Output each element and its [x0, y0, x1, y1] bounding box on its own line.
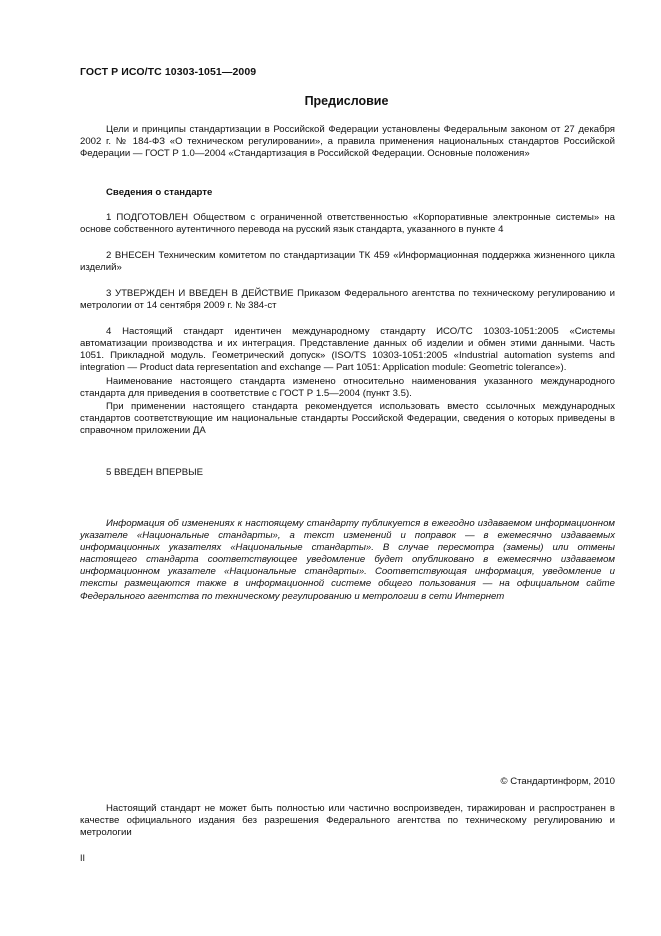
- page-number: II: [80, 853, 86, 863]
- item-4-note-1-text: Наименование настоящего стандарта изменено относительно наименования указанного международного стандарта для приведения в соответствие с ГОСТ Р 1.5—2004 (пункт 3.5).: [80, 376, 615, 400]
- item-5: [80, 467, 615, 479]
- document-code-header: ГОСТ Р ИСО/ТС 10303-1051—2009: [80, 66, 257, 78]
- info-notice-text: Информация об изменениях к настоящему стандарту публикуется в ежегодно издаваемом информационном указателе «Национальные стандарты», а текст изменений и поправок — в ежемесячно издаваемых информационных указателях «Национальные стандарты». В случае пересмотра (замены) или отмены настоящего стандарта соответствующее уведомление будет опубликовано в ежемесячно издаваемом информационном указателе «Национальные стандарты». Соответствующая информация, уведомление и тексты размещаются также в информационной системе общего пользования — на официальном сайте Федерального агентства по техническому регулированию и метрологии в сети Интернет: [80, 518, 615, 602]
- item-5-text: 5 ВВЕДЕН ВПЕРВЫЕ: [106, 467, 204, 478]
- item-2-text: 2 ВНЕСЕН Техническим комитетом по стандартизации ТК 459 «Информационная поддержка жизненного цикла изделий»: [80, 250, 615, 274]
- reproduction-notice-text: Настоящий стандарт не может быть полностью или частично воспроизведен, тиражирован и распространен в качестве официального издания без разрешения Федерального агентства по техническому регулированию и метрологии: [80, 803, 615, 839]
- item-1-text: 1 ПОДГОТОВЛЕН Обществом с ограниченной ответственностью «Корпоративные электронные системы» на основе собственного аутентичного перевода на русский язык стандарта, указанного в пункте 4: [80, 212, 615, 236]
- section-heading: [80, 187, 615, 199]
- item-4-note-1: [80, 376, 615, 400]
- item-4-note-2: [80, 401, 615, 437]
- page-title: Предисловие: [304, 94, 389, 108]
- copyright: © Стандартинформ, 2010: [500, 776, 615, 787]
- info-notice: [80, 518, 615, 603]
- item-4-text: 4 Настоящий стандарт идентичен международному стандарту ИСО/ТС 10303-1051:2005 «Системы автоматизации производства и их интеграция. Представление данных об изделии и обмен этими данными. Часть 1051. Прикладной модуль. Геометрический допуск» (ISO/TS 10303-1051:2005 «Industrial automation systems and integration — Product data representation and exchange — Part 1051: Application module: Geometric tolerance»).: [80, 326, 615, 374]
- item-4-note-2-text: При применении настоящего стандарта рекомендуется использовать вместо ссылочных международных стандартов соответствующие им национальные стандарты Российской Федерации, сведения о которых приведены в справочном приложении ДА: [80, 401, 615, 437]
- item-2: [80, 250, 615, 274]
- item-3-text: 3 УТВЕРЖДЕН И ВВЕДЕН В ДЕЙСТВИЕ Приказом Федерального агентства по техническому регулированию и метрологии от 14 сентября 2009 г. № 384-ст: [80, 288, 615, 312]
- item-4: [80, 326, 615, 374]
- intro-text: Цели и принципы стандартизации в Российской Федерации установлены Федеральным законом от 27 декабря 2002 г. № 184-ФЗ «О техническом регулировании», а правила применения национальных стандартов Российской Федерации — ГОСТ Р 1.0—2004 «Стандартизация в Российской Федерации. Основные положения»: [80, 124, 615, 160]
- item-3: [80, 288, 615, 312]
- reproduction-notice: [80, 803, 615, 839]
- intro-paragraph: [80, 124, 615, 160]
- item-1: [80, 212, 615, 236]
- section-heading-text: Сведения о стандарте: [106, 187, 213, 198]
